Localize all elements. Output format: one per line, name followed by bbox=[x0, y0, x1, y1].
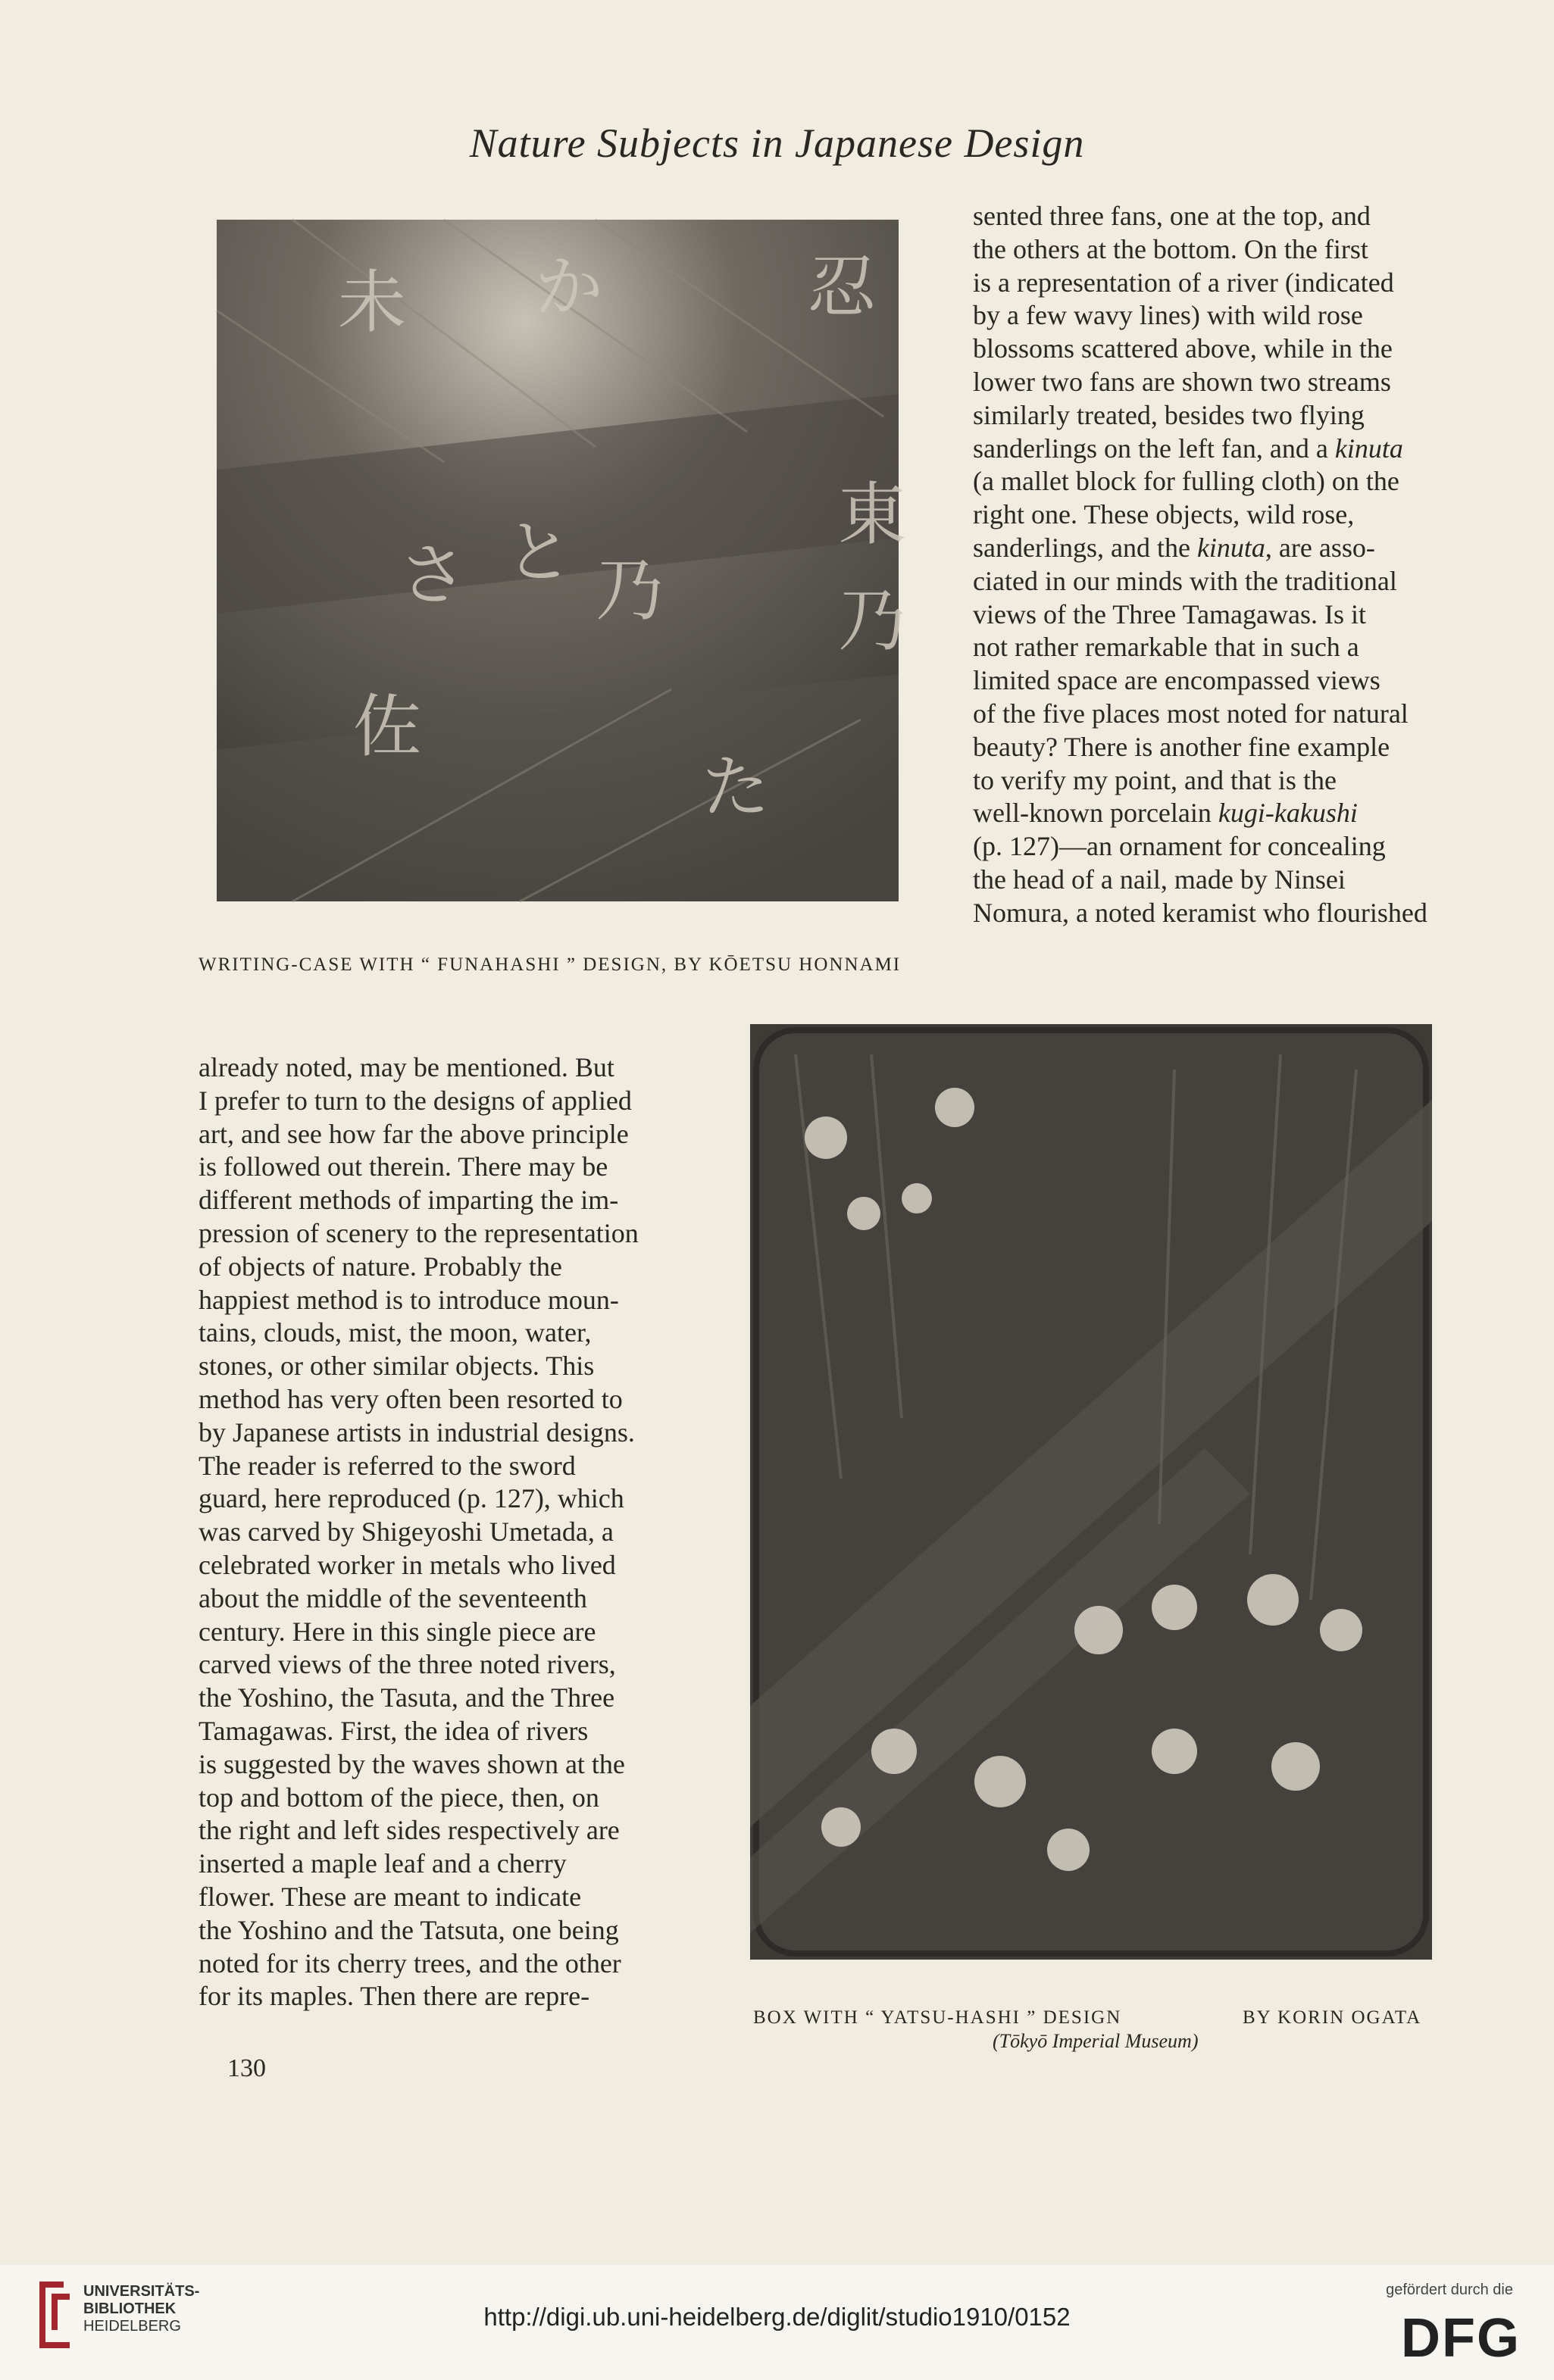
text-line: the Yoshino and the Tatsuta, one being bbox=[199, 1914, 619, 1945]
text-line: limited space are encompassed views bbox=[973, 665, 1380, 696]
text-line: method has very often been resorted to bbox=[199, 1383, 623, 1414]
svg-text:東: 東 bbox=[838, 475, 906, 554]
text-line: is suggested by the waves shown at the bbox=[199, 1748, 625, 1779]
source-url-link[interactable]: http://digi.ub.uni-heidelberg.de/diglit/studio1910/0152 bbox=[483, 2303, 1071, 2331]
svg-text:た: た bbox=[702, 748, 770, 827]
text-line: not rather remarkable that in such a bbox=[973, 632, 1359, 663]
text-line: celebrated worker in metals who lived bbox=[199, 1549, 616, 1580]
text-line: is followed out therein. There may be bbox=[199, 1151, 608, 1182]
page-number: 130 bbox=[227, 2054, 266, 2082]
text-line: blossoms scattered above, while in the bbox=[973, 333, 1393, 364]
text-line: lower two fans are shown two streams bbox=[973, 366, 1391, 397]
text-line: (p. 127)—an ornament for concealing bbox=[973, 831, 1386, 862]
text-line: by Japanese artists in industrial designs. bbox=[199, 1416, 635, 1448]
text-line: views of the Three Tamagawas. Is it bbox=[973, 598, 1366, 629]
left-text-column bbox=[199, 1051, 673, 2013]
text-line: happiest method is to introduce moun- bbox=[199, 1284, 619, 1315]
text-line: art, and see how far the above principle bbox=[199, 1118, 629, 1149]
svg-text:佐: 佐 bbox=[353, 687, 421, 767]
footer-bar bbox=[0, 2265, 1554, 2380]
text-line: well-known porcelain kugi-kakushi bbox=[973, 798, 1358, 829]
funding-note: gefördert durch die bbox=[1386, 2282, 1513, 2298]
svg-text:忍: 忍 bbox=[808, 248, 876, 327]
text-line: to verify my point, and that is the bbox=[973, 764, 1337, 795]
text-line: by a few wavy lines) with wild rose bbox=[973, 300, 1363, 331]
text-line: flower. These are meant to indicate bbox=[199, 1881, 582, 1912]
text-line: of objects of nature. Probably the bbox=[199, 1251, 562, 1282]
svg-text:乃: 乃 bbox=[838, 581, 906, 661]
text-line: of the five places most noted for natural bbox=[973, 698, 1409, 729]
svg-text:か: か bbox=[535, 248, 603, 327]
box-image bbox=[750, 1024, 1432, 1960]
svg-text:乃: 乃 bbox=[596, 551, 664, 630]
dfg-logo: DFG bbox=[1401, 2308, 1521, 2369]
text-line: stones, or other similar objects. This bbox=[199, 1351, 595, 1382]
box-caption-credit: (Tōkyō Imperial Museum) bbox=[993, 2030, 1199, 2052]
text-line: sanderlings on the left fan, and a kinuta bbox=[973, 433, 1403, 464]
text-line: I prefer to turn to the designs of applied bbox=[199, 1085, 632, 1116]
text-line: sented three fans, one at the top, and bbox=[973, 201, 1371, 231]
text-line: similarly treated, besides two flying bbox=[973, 399, 1365, 430]
text-line: about the middle of the seventeenth bbox=[199, 1582, 587, 1613]
text-line: different methods of imparting the im- bbox=[199, 1185, 619, 1216]
text-line: pression of scenery to the representation bbox=[199, 1217, 639, 1248]
text-line: was carved by Shigeyoshi Umetada, a bbox=[199, 1516, 614, 1548]
right-text-column bbox=[973, 200, 1449, 930]
page-header-title: Nature Subjects in Japanese Design bbox=[469, 120, 1085, 166]
text-line: Tamagawas. First, the idea of rivers bbox=[199, 1715, 589, 1746]
text-line: the others at the bottom. On the first bbox=[973, 233, 1368, 264]
writing-case-caption: WRITING-CASE WITH “ FUNAHASHI ” DESIGN, BY KŌETSU HONNAMI bbox=[199, 954, 902, 975]
text-line: already noted, may be mentioned. But bbox=[199, 1052, 614, 1082]
box-caption-left: BOX WITH “ YATSU-HASHI ” DESIGN bbox=[753, 2007, 1122, 2028]
svg-text:と: と bbox=[505, 513, 573, 592]
svg-text:未: 未 bbox=[338, 263, 406, 342]
text-line: the right and left sides respectively are bbox=[199, 1815, 620, 1846]
text-line: the head of a nail, made by Ninsei bbox=[973, 864, 1346, 895]
text-line: is a representation of a river (indicated bbox=[973, 267, 1394, 298]
text-line: tains, clouds, mist, the moon, water, bbox=[199, 1317, 592, 1348]
text-line: top and bottom of the piece, then, on bbox=[199, 1782, 599, 1813]
library-name: UNIVERSITÄTS- BIBLIOTHEK HEIDELBERG bbox=[83, 2283, 200, 2335]
text-line: ciated in our minds with the traditional bbox=[973, 565, 1397, 596]
text-line: noted for its cherry trees, and the other bbox=[199, 1947, 621, 1979]
text-line: right one. These objects, wild rose, bbox=[973, 499, 1355, 530]
text-line: beauty? There is another fine example bbox=[973, 731, 1390, 762]
text-line: sanderlings, and the kinuta, are asso- bbox=[973, 532, 1375, 563]
text-line: the Yoshino, the Tasuta, and the Three bbox=[199, 1682, 615, 1713]
text-line: Nomura, a noted keramist who flourished bbox=[973, 897, 1427, 928]
text-line: inserted a maple leaf and a cherry bbox=[199, 1848, 567, 1879]
text-line: The reader is referred to the sword bbox=[199, 1450, 576, 1481]
text-line: (a mallet block for fulling cloth) on the bbox=[973, 466, 1399, 497]
text-line: guard, here reproduced (p. 127), which bbox=[199, 1483, 624, 1514]
text-line: carved views of the three noted rivers, bbox=[199, 1649, 616, 1680]
text-line: century. Here in this single piece are bbox=[199, 1616, 596, 1647]
svg-text:さ: さ bbox=[399, 536, 467, 615]
text-line: for its maples. Then there are repre- bbox=[199, 1981, 590, 2012]
box-caption-right: BY KORIN OGATA bbox=[1243, 2007, 1422, 2028]
writing-case-image bbox=[217, 220, 906, 901]
